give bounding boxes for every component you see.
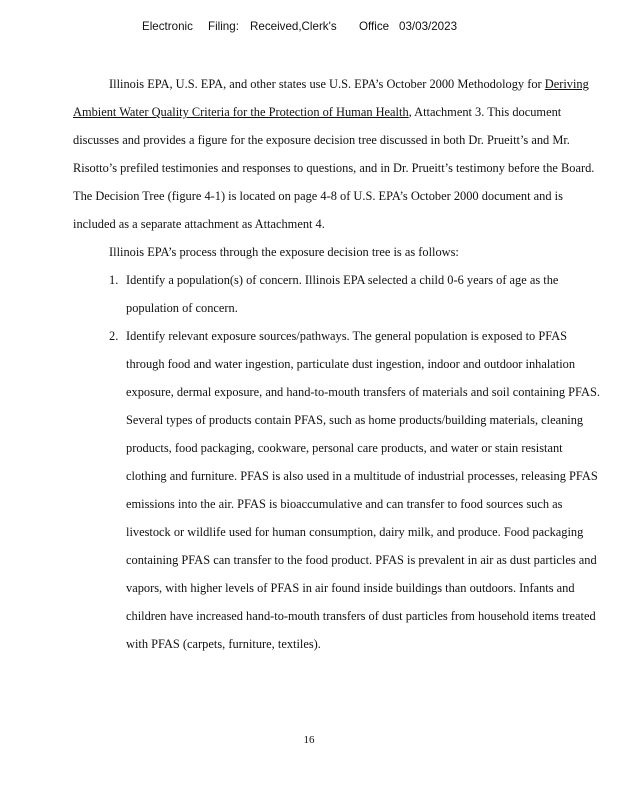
paragraph-methodology-intro: Illinois EPA, U.S. EPA, and other states use U.S. EPA’s October 2000 Methodology for	[109, 77, 545, 91]
list-item-number: 1.	[109, 273, 119, 287]
filing-stamp-header	[0, 20, 618, 36]
methodology-title: Deriving Ambient Water Quality Criteria for the Protection of Human Health	[73, 77, 589, 119]
list-item-text: Identify a population(s) of concern. Illinois EPA selected a child 0-6 years of age as the population of concern.	[126, 273, 559, 315]
exposure-steps-list	[73, 266, 600, 658]
page-number: 16	[303, 734, 315, 746]
paragraph-methodology	[73, 70, 600, 238]
list-item	[73, 322, 600, 658]
header-date: 03/03/2023	[399, 20, 458, 33]
list-item	[73, 266, 600, 322]
header-word-filing: Filing:	[208, 20, 239, 33]
document-body	[73, 70, 600, 658]
paragraph-methodology-rest: , Attachment 3. This document discusses and provides a figure for the exposure decision tree discussed in both Dr. Prueitt’s and Mr. Risotto’s prefiled testimonies and responses to questions, and in Dr. Prueitt’s testimony before the Board. The Decision Tree (figure 4-1) is located on page 4-8 of U.S. EPA’s October 2000 document and is included as a separate attachment as Attachment 4.	[73, 105, 595, 231]
header-word-office: Office	[359, 20, 390, 33]
list-item-text: Identify relevant exposure sources/pathways. The general population is exposed to PFAS through food and water ingestion, particulate dust ingestion, indoor and outdoor inhalation exposure, dermal exposure, and hand-to-mouth transfers of materials and soil containing PFAS. Several types of products contain PFAS, such as home products/building materials, cleaning products, food packaging, cookware, personal care products, and water or stain resistant clothing and furniture. PFAS is also used in a multitude of industrial processes, releasing PFAS emissions into the air. PFAS is bioaccumulative and can transfer to food sources such as livestock or wildlife used for human consumption, dairy milk, and produce. Food packaging containing PFAS can transfer to the food product. PFAS is prevalent in air as dust particles and vapors, with higher levels of PFAS in air found inside buildings than outdoors. Infants and children have increased hand-to-mouth transfers of dust particles from household items treated with PFAS (carpets, furniture, textiles).	[126, 329, 600, 651]
paragraph-process-intro: Illinois EPA’s process through the exposure decision tree is as follows:	[109, 245, 459, 259]
header-word-received-clerks: Received,Clerk's	[250, 20, 337, 33]
list-item-number: 2.	[109, 329, 119, 343]
header-word-electronic: Electronic	[142, 20, 193, 33]
